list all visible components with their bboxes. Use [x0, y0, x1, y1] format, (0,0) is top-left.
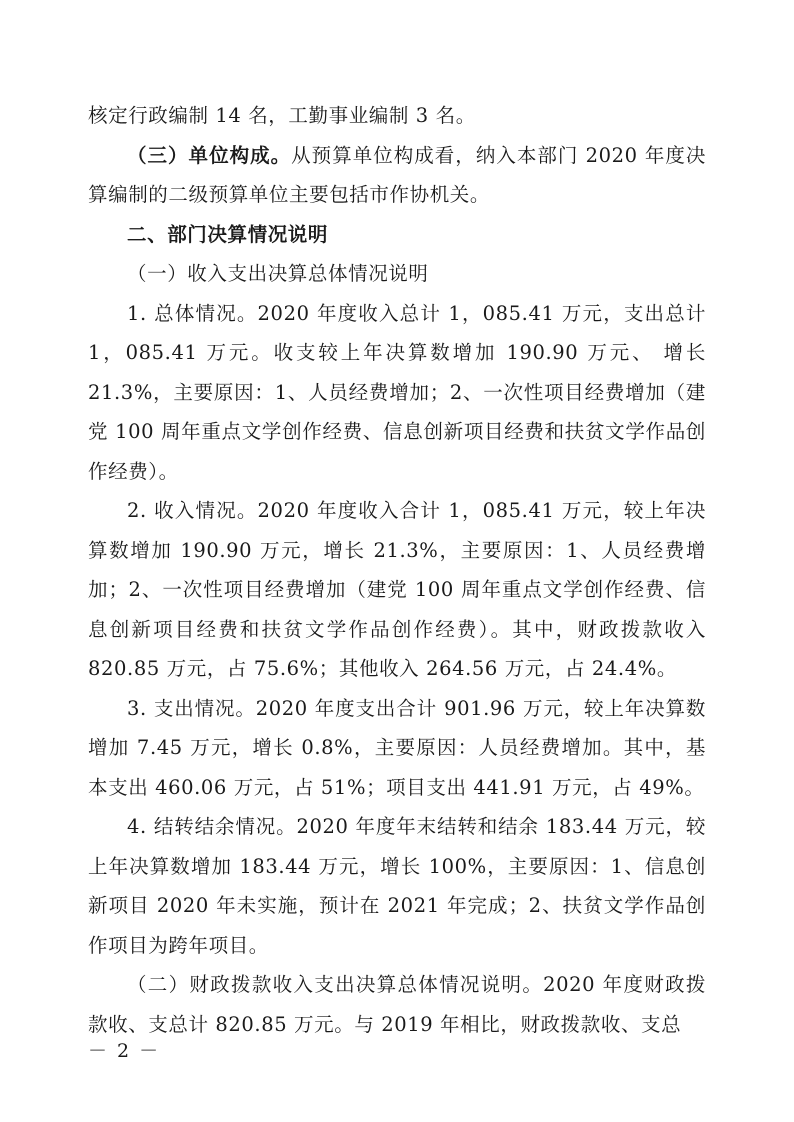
paragraph-income: 2. 收入情况。2020 年度收入合计 1，085.41 万元，较上年决算数增加 190.90 万元，增长 21.3%，主要原因：1、人员经费增加；2、一次性项目经费增加（建党 100 周年重点文学创作经费、信息创新项目经费和扶贫文学作品创作经费）。其中，财政拨款收入 820.85 万元，占 75.6%；其他收入 264.56 万元，占 24.4%。	[88, 499, 706, 680]
section-heading-final-accounts: 二、部门决算情况说明	[127, 222, 329, 246]
paragraph-carryover: 4. 结转结余情况。2020 年度年末结转和结余 183.44 万元，较上年决算数增加 183.44 万元，增长 100%，主要原因：1、信息创新项目 2020 年未实施，预计在 2021 年完成；2、扶贫文学作品创作项目为跨年项目。	[88, 815, 706, 957]
body-text	[88, 96, 706, 1044]
subsection-heading-overview: （一）收入支出决算总体情况说明	[127, 262, 429, 285]
unit-composition-text: 从预算单位构成看，纳入本部门 2020 年度决算编制的二级预算单位主要包括市作协机关。	[88, 143, 706, 206]
paragraph-overall: 1. 总体情况。2020 年度收入总计 1，085.41 万元，支出总计 1，085.41 万元。收支较上年决算数增加 190.90 万元、 增长 21.3%，主要原因：1、人员经费增加；2、一次性项目经费增加（建党 100 周年重点文学创作经费、信息创新项目经费和扶贫文学作品创作经费）。	[88, 301, 706, 483]
page-number: － 2 －	[88, 1040, 161, 1062]
paragraph-expenditure: 3. 支出情况。2020 年度支出合计 901.96 万元，较上年决算数增加 7.45 万元，增长 0.8%，主要原因：人员经费增加。其中，基本支出 460.06 万元，占 51%；项目支出 441.91 万元，占 49%。	[88, 696, 706, 799]
paragraph-unit-composition	[88, 136, 706, 215]
unit-composition-heading: （三）单位构成。	[127, 143, 292, 167]
paragraph-staffing: 核定行政编制 14 名，工勤事业编制 3 名。	[88, 104, 476, 127]
paragraph-fiscal-appropriation: （二）财政拨款收入支出决算总体情况说明。2020 年度财政拨款收、支总计 820.85 万元。与 2019 年相比，财政拨款收、支总	[88, 973, 706, 1036]
